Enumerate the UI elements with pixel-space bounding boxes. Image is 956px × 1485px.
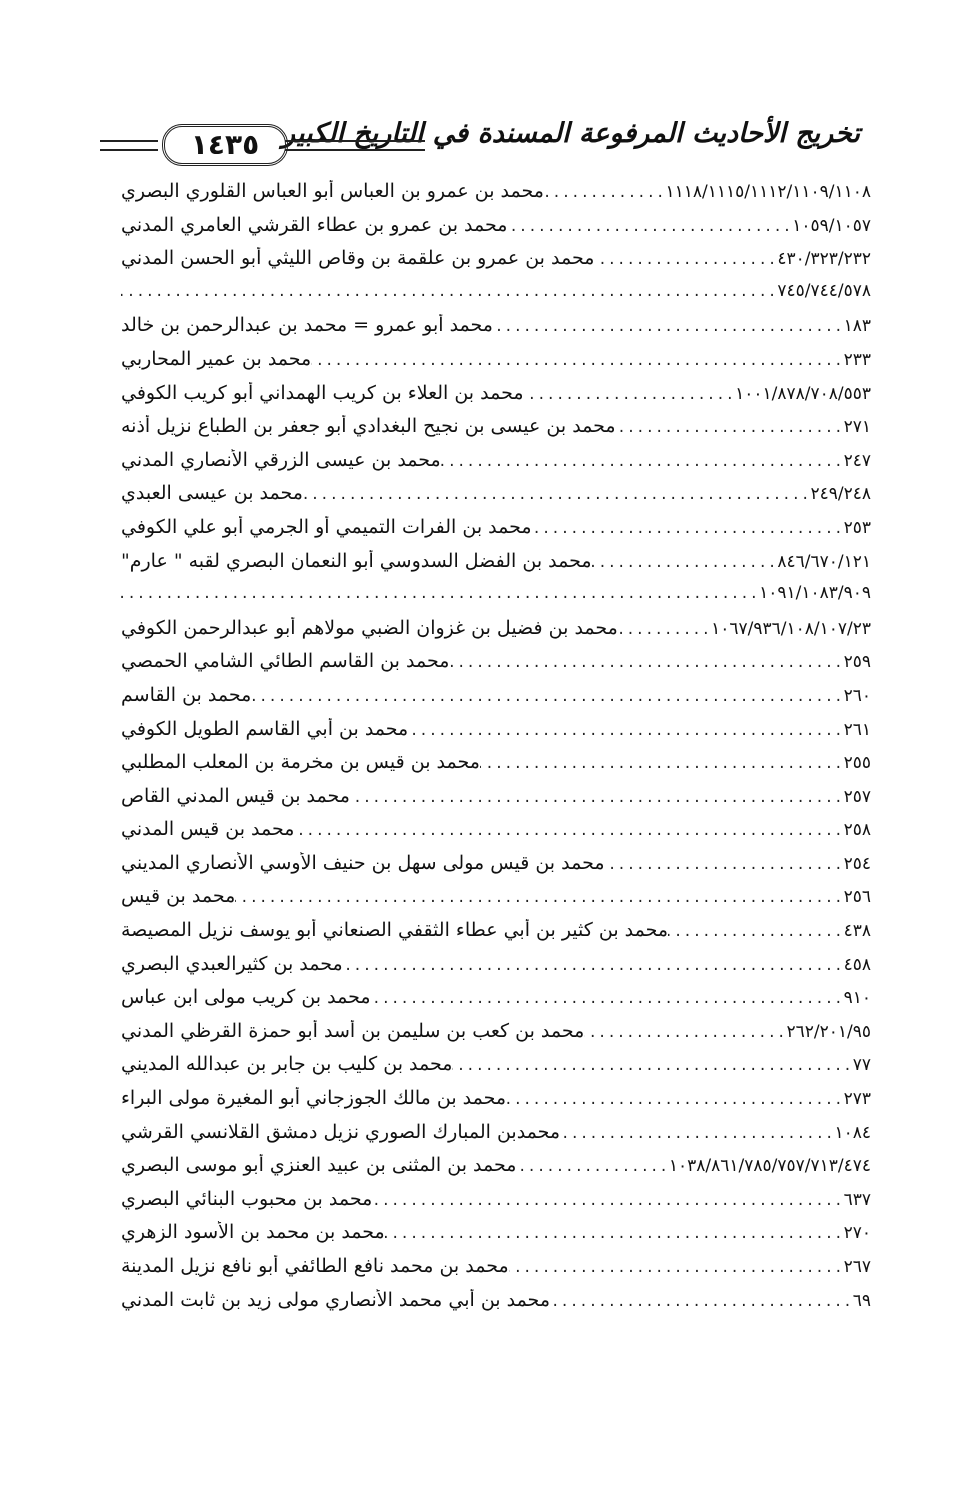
entry-page-refs: ٢٥٥ (843, 753, 871, 774)
leader-dots (616, 420, 844, 436)
leader-dots (584, 1025, 786, 1041)
entry-name: محمد بن عمرو بن العباس أبو العباس القلوري البصري (121, 180, 544, 202)
entry-name: محمد بن عيسى بن نجيح البغدادي أبو جعفر بن الطباع نزيل أذنه (121, 415, 616, 438)
entry-name: محمد بن قيس مولى سهل بن حنيف الأوسي الأنصاري المديني (121, 851, 605, 874)
leader-dots (524, 387, 736, 403)
leader-dots (668, 924, 844, 940)
index-entry (115, 751, 875, 785)
entry-name: محمد بن الفرات التميمي أو الجرمي أبو علي الكوفي (121, 515, 532, 538)
leader-dots (507, 219, 792, 235)
header-rule-right (285, 140, 425, 151)
index-entry (115, 919, 875, 953)
leader-dots (516, 1159, 668, 1175)
leader-dots (235, 890, 843, 906)
entry-page-refs: ١٠٦٧/٩٣٦/١٠٨/١٠٧/٢٣ (711, 618, 871, 639)
entry-name: محمدبن المبارك الصوري نزيل دمشق القلانسي القرشي (121, 1120, 561, 1143)
leader-dots (441, 454, 844, 470)
leader-dots (480, 756, 844, 772)
entry-name: محمد بن المثنى بن عبيد العنزي أبو موسى البصري (121, 1154, 517, 1177)
entry-name: محمد بن عمرو بن عطاء القرشي العامري المدني (121, 213, 508, 236)
entry-name: محمد بن قيس المدني (121, 818, 295, 841)
page-header (100, 112, 860, 162)
entry-page-refs: ٢٦٧ (843, 1257, 871, 1277)
leader-dots (550, 1294, 853, 1310)
entry-page-refs: ٩١٠ (843, 988, 871, 1009)
entry-name: محمد بن أبي القاسم الطويل الكوفي (121, 717, 409, 740)
entry-page-refs: ٢٥٤ (843, 853, 871, 874)
entry-name: محمد بن القاسم (121, 683, 252, 706)
entry-name: محمد بن أبي محمد الأنصاري مولى زيد بن ثابت المدني (121, 1288, 551, 1311)
entry-name: محمد بن كثير بن أبي عطاء الثقفي الصنعاني أبو يوسف نزيل المصيصة (121, 919, 669, 942)
index-entry (115, 247, 875, 281)
index-entry (115, 583, 875, 617)
entry-page-refs: ٢٧١ (843, 417, 871, 438)
entry-name: محمد بن قيس بن مخرمة بن المعلب المطلبي (121, 751, 480, 774)
leader-dots (350, 790, 844, 806)
index-entry (115, 1188, 875, 1222)
leader-dots (408, 723, 843, 739)
index-list (115, 180, 875, 1322)
entry-page-refs: ٢٧٣ (843, 1089, 871, 1110)
index-entry (115, 1289, 875, 1323)
entry-page-refs: ١٠٣٨/٨٦١/٧٨٥/٧٥٧/٧١٣/٤٧٤ (668, 1156, 871, 1177)
leader-dots (449, 655, 843, 671)
entry-name: محمد بن محبوب البنائي البصري (121, 1187, 373, 1210)
leader-dots (592, 555, 778, 571)
entry-name: محمد بن القاسم الطائي الشامي الحمصي (121, 650, 450, 673)
index-entry (115, 1020, 875, 1054)
index-entry (115, 986, 875, 1020)
entry-page-refs: ٦٩ (852, 1290, 871, 1311)
index-entry (115, 718, 875, 752)
entry-page-refs: ٢٥٧ (843, 786, 871, 807)
entry-name: محمد بن محمد نافع الطائفي أبو نافع نزيل المدينة (121, 1255, 509, 1277)
index-entry (115, 953, 875, 987)
leader-dots (493, 319, 844, 335)
index-entry (115, 550, 875, 584)
leader-dots (618, 622, 711, 638)
entry-page-refs: ٤٣٠/٣٢٣/٢٣٢ (777, 249, 871, 270)
entry-name: محمد بن عيسى الزرقي الأنصاري المدني (121, 448, 441, 471)
entry-name: محمد بن محمد بن الأسود الزهري (121, 1221, 385, 1244)
index-entry (115, 415, 875, 449)
leader-dots (343, 958, 844, 974)
index-entry (115, 684, 875, 718)
leader-dots (385, 1226, 844, 1242)
entry-name: محمد بن كثيرالعبدي البصري (121, 952, 343, 975)
entry-page-refs: ١١١٨/١١١٥/١١١٢/١١٠٩/١١٠٨ (665, 182, 871, 202)
entry-page-refs: ٦٣٧ (843, 1189, 871, 1210)
index-entry (115, 1221, 875, 1255)
index-entry (115, 1053, 875, 1087)
entry-page-refs: ٤٥٨ (843, 954, 871, 975)
entry-name: محمد بن قيس (121, 885, 236, 908)
index-entry (115, 180, 875, 214)
index-entry (115, 617, 875, 651)
leader-dots (251, 689, 843, 705)
leader-dots (303, 487, 811, 503)
entry-name: محمد أبو عمرو = محمد بن عبدالرحمن بن خالد (121, 314, 493, 337)
entry-page-refs: ٢٣٣ (843, 349, 871, 370)
leader-dots (509, 1260, 844, 1276)
entry-page-refs: ٧٧ (852, 1055, 871, 1076)
entry-name: محمد بن كليب بن جابر بن عبدالله المديني (121, 1053, 453, 1076)
leader-dots (532, 521, 844, 537)
running-title: تخريج الأحاديث المرفوعة المسندة في التاريخ الكبير (282, 118, 860, 149)
page-number-badge: ١٤٣٥ (162, 124, 288, 166)
entry-page-refs: ٨٤٦/٦٧٠/١٢١ (777, 551, 871, 572)
entry-page-refs: ٢٤٧ (843, 450, 871, 471)
index-entry (115, 650, 875, 684)
entry-page-refs: ٢٥٨ (843, 820, 871, 841)
entry-page-refs: ٤٣٨ (843, 921, 871, 942)
entry-name: محمد بن الفضل السدوسي أبو النعمان البصري لقبه " عارم" (121, 549, 592, 572)
index-entry (115, 852, 875, 886)
leader-dots (121, 284, 777, 300)
leader-dots (372, 1193, 843, 1209)
index-entry (115, 516, 875, 550)
leader-dots (594, 252, 777, 268)
entry-page-refs: ٢٥٦ (843, 887, 871, 908)
entry-name: محمد بن عمرو بن علقمة بن وقاص الليثي أبو الحسن المدني (121, 247, 595, 270)
entry-page-refs: ٢٧٠ (843, 1223, 871, 1244)
entry-page-refs: ٢٦٠ (843, 685, 871, 706)
entry-name: محمد بن كريب مولى ابن عباس (121, 986, 371, 1009)
entry-name: محمد بن كعب بن سليمن بن أسد أبو حمزة القرظي المدني (121, 1019, 585, 1042)
entry-page-refs: ١٨٣ (843, 316, 871, 337)
index-entry (115, 382, 875, 416)
index-entry (115, 818, 875, 852)
index-entry (115, 1087, 875, 1121)
entry-page-refs: ٢٥٩ (843, 652, 871, 673)
entry-name: محمد بن عمير المحاربي (121, 347, 312, 370)
leader-dots (544, 185, 666, 201)
leader-dots (605, 857, 844, 873)
entry-page-refs: ١٠٥٩/١٠٥٧ (792, 215, 871, 236)
entry-name: محمد بن عيسى العبدي (121, 482, 303, 505)
index-entry (115, 449, 875, 483)
entry-page-refs: ٢٦٢/٢٠١/٩٥ (786, 1021, 871, 1042)
index-entry (115, 214, 875, 248)
entry-page-refs: ٢٥٣ (843, 517, 871, 538)
leader-dots (121, 586, 759, 602)
index-entry (115, 348, 875, 382)
index-entry (115, 1255, 875, 1289)
leader-dots (452, 1058, 852, 1074)
index-entry (115, 785, 875, 819)
index-entry (115, 482, 875, 516)
entry-name: محمد بن العلاء بن كريب الهمداني أبو كريب الكوفي (121, 381, 524, 404)
entry-name: محمد بن قيس المدني القاص (121, 784, 350, 807)
index-entry (115, 1121, 875, 1155)
header-rule-left (100, 140, 158, 151)
entry-page-refs: ٢٦١ (843, 719, 871, 740)
entry-name: محمد بن مالك الجوزجاني أبو المغيرة مولى البراء (121, 1087, 507, 1110)
entry-page-refs: ٧٤٥/٧٤٤/٥٧٨ (777, 280, 871, 301)
index-entry (115, 885, 875, 919)
entry-page-refs: ١٠٠١/٨٧٨/٧٠٨/٥٥٣ (735, 383, 871, 404)
leader-dots (506, 1092, 844, 1108)
index-entry (115, 314, 875, 348)
entry-page-refs: ١٠٩١/١٠٨٣/٩٠٩ (759, 583, 871, 604)
index-entry (115, 281, 875, 315)
leader-dots (560, 1126, 834, 1142)
entry-name: محمد بن فضيل بن غزوان الضبي مولاهم أبو عبدالرحمن الكوفي (121, 616, 618, 639)
leader-dots (371, 991, 844, 1007)
leader-dots (294, 823, 843, 839)
leader-dots (311, 353, 843, 369)
index-entry (115, 1154, 875, 1188)
entry-page-refs: ١٠٨٤ (834, 1122, 871, 1143)
entry-page-refs: ٢٤٩/٢٤٨ (810, 484, 871, 505)
